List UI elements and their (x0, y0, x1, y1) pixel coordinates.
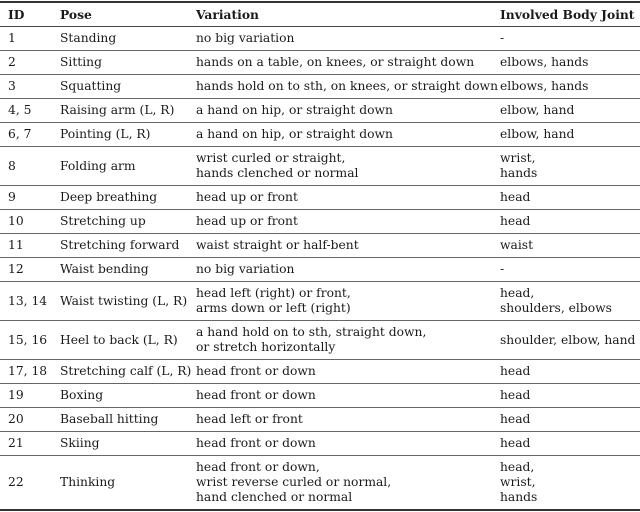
cell-pose: Heel to back (L, R) (60, 332, 178, 347)
table-body (0, 27, 640, 511)
cell-variation-line: waist straight or half-bent (196, 238, 359, 252)
cell-variation-line: hands on a table, on knees, or straight down (196, 55, 475, 69)
cell-joint-line: head (500, 214, 531, 228)
cell-variation-line: wrist reverse curled or normal, (196, 475, 392, 489)
cell-joint-line: waist (500, 238, 534, 252)
cell-joint (500, 408, 640, 432)
cell-pose: Raising arm (L, R) (60, 103, 175, 117)
header-pose: Pose (60, 6, 92, 22)
table-header-row (0, 2, 640, 27)
cell-joint-line: elbow, hand (500, 127, 575, 141)
cell-variation-line: or stretch horizontally (196, 340, 336, 354)
cell-joint (500, 258, 640, 282)
cell-joint-line: shoulders, elbows (500, 301, 612, 315)
cell-id: 21 (8, 436, 24, 450)
table-row (0, 27, 640, 51)
cell-joint-line: elbows, hands (500, 55, 589, 69)
cell-id: 17, 18 (8, 364, 48, 378)
cell-joint (500, 123, 640, 147)
header-id: ID (8, 6, 25, 22)
cell-id: 19 (8, 388, 24, 402)
cell-variation (196, 123, 500, 147)
table-row (0, 408, 640, 432)
cell-variation (196, 321, 500, 360)
cell-variation-line: hand clenched or normal (196, 490, 353, 504)
cell-joint (500, 186, 640, 210)
cell-id: 22 (8, 475, 24, 489)
cell-pose: Skiing (60, 436, 100, 450)
cell-joint-line: hands (500, 490, 538, 504)
cell-pose: Pointing (L, R) (60, 127, 151, 141)
cell-joint (500, 234, 640, 258)
cell-id: 11 (8, 238, 24, 252)
cell-joint-line: shoulder, elbow, hand (500, 332, 636, 347)
cell-variation-line: head front or down (196, 364, 316, 378)
header-joint: Involved Body Joint (500, 6, 635, 22)
cell-joint-line: hands (500, 166, 538, 180)
cell-id: 12 (8, 262, 24, 276)
table-row (0, 234, 640, 258)
cell-pose: Folding arm (60, 158, 136, 173)
cell-pose: Standing (60, 31, 117, 45)
table-row (0, 186, 640, 210)
cell-joint-line: head (500, 364, 531, 378)
cell-joint (500, 147, 640, 186)
cell-variation (196, 456, 500, 511)
cell-joint (500, 456, 640, 511)
table-row (0, 123, 640, 147)
cell-pose: Thinking (60, 475, 116, 489)
cell-id: 13, 14 (8, 293, 48, 308)
cell-joint-line: - (500, 31, 505, 45)
cell-variation-line: wrist curled or straight, (196, 151, 346, 165)
cell-joint (500, 27, 640, 51)
cell-id: 10 (8, 214, 24, 228)
cell-pose: Stretching calf (L, R) (60, 364, 192, 378)
cell-variation (196, 210, 500, 234)
cell-variation-line: a hand hold on to sth, straight down, (196, 325, 427, 339)
table-row (0, 456, 640, 511)
cell-variation (196, 27, 500, 51)
cell-variation (196, 432, 500, 456)
cell-variation-line: head left (right) or front, (196, 286, 351, 300)
cell-variation-line: a hand on hip, or straight down (196, 127, 393, 141)
cell-joint-line: elbow, hand (500, 103, 575, 117)
table-row (0, 147, 640, 186)
cell-joint (500, 99, 640, 123)
cell-pose: Waist bending (60, 262, 149, 276)
table-row (0, 51, 640, 75)
pose-table (0, 1, 640, 511)
cell-variation (196, 282, 500, 321)
cell-variation (196, 258, 500, 282)
table-row (0, 258, 640, 282)
cell-joint-line: head, (500, 286, 535, 300)
cell-joint (500, 282, 640, 321)
table-row (0, 210, 640, 234)
cell-joint-line: head (500, 388, 531, 402)
cell-variation (196, 234, 500, 258)
table-row (0, 75, 640, 99)
cell-variation (196, 384, 500, 408)
cell-variation-line: no big variation (196, 31, 295, 45)
cell-variation-line: head left or front (196, 412, 303, 426)
cell-joint-line: head, (500, 460, 535, 474)
cell-joint (500, 384, 640, 408)
cell-joint (500, 75, 640, 99)
cell-joint-line: wrist, (500, 475, 536, 489)
cell-variation-line: hands clenched or normal (196, 166, 359, 180)
cell-variation (196, 360, 500, 384)
cell-variation-line: head front or down, (196, 460, 320, 474)
cell-joint (500, 432, 640, 456)
cell-pose: Squatting (60, 79, 122, 93)
cell-joint (500, 51, 640, 75)
cell-pose: Waist twisting (L, R) (60, 293, 188, 308)
cell-joint-line: elbows, hands (500, 79, 589, 93)
cell-id: 20 (8, 412, 24, 426)
cell-joint-line: head (500, 412, 531, 426)
cell-id: 15, 16 (8, 332, 48, 347)
cell-variation-line: head up or front (196, 214, 298, 228)
cell-variation-line: head front or down (196, 388, 316, 402)
cell-id: 8 (8, 158, 16, 173)
cell-variation-line: arms down or left (right) (196, 301, 351, 315)
cell-variation (196, 147, 500, 186)
table-row (0, 282, 640, 321)
cell-variation (196, 75, 500, 99)
cell-variation-line: no big variation (196, 262, 295, 276)
cell-variation-line: head front or down (196, 436, 316, 450)
cell-joint-line: - (500, 262, 505, 276)
cell-id: 9 (8, 190, 16, 204)
cell-variation (196, 51, 500, 75)
table-row (0, 432, 640, 456)
cell-variation-line: head up or front (196, 190, 298, 204)
cell-id: 2 (8, 55, 16, 69)
cell-joint-line: wrist, (500, 151, 536, 165)
cell-joint-line: head (500, 190, 531, 204)
cell-variation-line: a hand on hip, or straight down (196, 103, 393, 117)
cell-id: 1 (8, 31, 16, 45)
cell-id: 3 (8, 79, 16, 93)
table-row (0, 360, 640, 384)
table-row (0, 321, 640, 360)
cell-variation (196, 408, 500, 432)
header-variation: Variation (196, 6, 259, 22)
cell-joint (500, 360, 640, 384)
cell-pose: Baseball hitting (60, 412, 159, 426)
cell-joint (500, 321, 640, 360)
cell-pose: Sitting (60, 55, 102, 69)
cell-joint-line: head (500, 436, 531, 450)
cell-id: 6, 7 (8, 127, 32, 141)
cell-pose: Boxing (60, 388, 104, 402)
cell-variation (196, 186, 500, 210)
cell-pose: Stretching forward (60, 238, 180, 252)
cell-variation (196, 99, 500, 123)
cell-pose: Stretching up (60, 214, 146, 228)
table-row (0, 99, 640, 123)
cell-pose: Deep breathing (60, 190, 158, 204)
cell-variation-line: hands hold on to sth, on knees, or straight down (196, 79, 499, 93)
table-row (0, 384, 640, 408)
cell-id: 4, 5 (8, 103, 32, 117)
cell-joint (500, 210, 640, 234)
